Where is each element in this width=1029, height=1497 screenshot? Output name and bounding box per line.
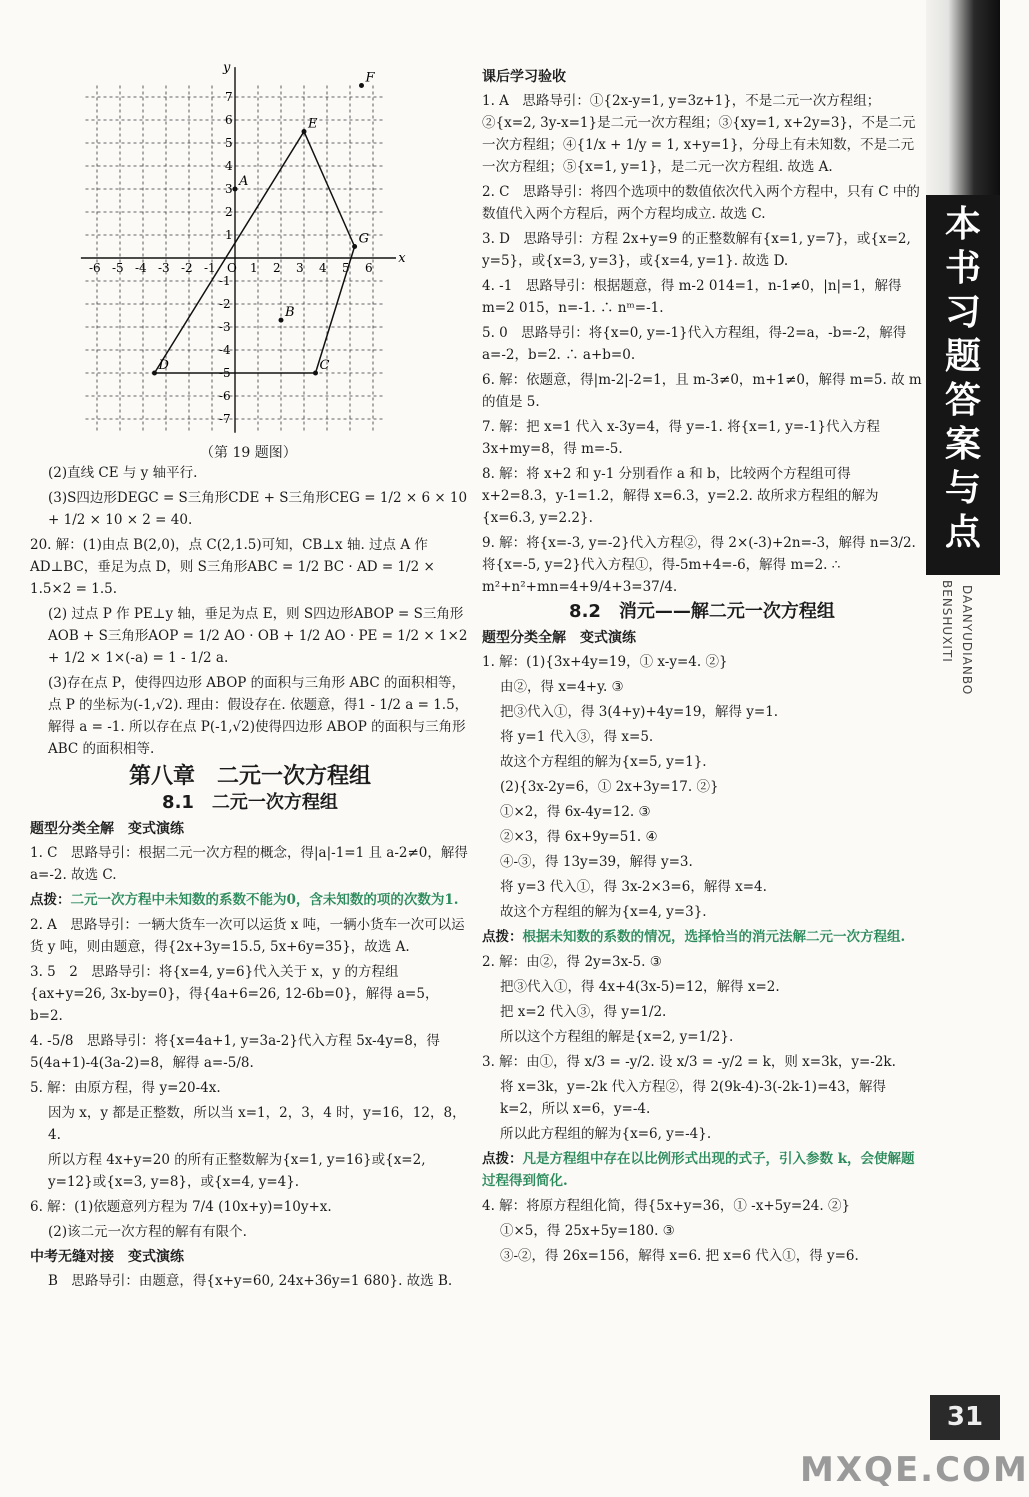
point-label-E: E <box>308 116 318 132</box>
r-answer-2: 2. C 思路导引：将四个选项中的数值依次代入两个方程中，只有 C 中的数值代入两个方程后，两个方程均成立. 故选 C. <box>482 184 920 222</box>
q19-part3: (3)S四边形DEGC = S三角形CDE + S三角形CEG = 1/2 × 6 × 10 + 1/2 × 10 × 2 = 40. <box>48 490 468 528</box>
x-tick-label: -5 <box>112 261 124 275</box>
side-tab-title <box>926 203 1000 555</box>
exam-answer: B 思路导引：由题意，得{x+y=60, 24x+36y=1 680}. 故选 B. <box>48 1273 453 1289</box>
point-D <box>152 371 157 376</box>
answer-4: 4. -5/8 思路导引：将{x=4a+1, y=3a-2}代入方程 5x-4y=8，得 5(4a+1)-4(3a-2)=8，解得 a=-5/8. <box>30 1033 440 1071</box>
answer-6-line2: (2)该二元一次方程的解有有限个. <box>48 1224 247 1240</box>
answer-6-line1: 6. 解：(1)依题意列方程为 7/4 (10x+y)=10y+x. <box>30 1199 332 1215</box>
b1-step-a: 由②，得 x=4+y. ③ <box>500 679 624 695</box>
y-tick-label: 2 <box>225 205 233 219</box>
point-A <box>233 187 238 192</box>
y-tick-label: 6 <box>225 113 233 127</box>
q20-part3: (3)存在点 P，使得四边形 ABOP 的面积与三角形 ABC 的面积相等，点 P 的坐标为(-1,√2). 理由：假设存在. 依题意，得1 - 1/2 a = 1.5，解得 a = -1. 所以存在点 P(-1,√2)使得四边形 ABOP 的面积与三角形 ABC 的面积相等. <box>48 675 469 757</box>
point-G <box>352 244 357 249</box>
y-tick-label: -6 <box>219 389 231 403</box>
b2-step-c: 把 x=2 代入③，得 y=1/2. <box>500 1004 667 1020</box>
x-tick-label: 1 <box>250 261 258 275</box>
q20-part2: (2) 过点 P 作 PE⊥y 轴，垂足为点 E，则 S四边形ABOP = S三角形AOB + S三角形AOP = 1/2 AO · OB + 1/2 AO · PE = 1/2 × 1×2 + 1/2 × 1×(-a) = 1 - 1/2 a. <box>48 606 468 666</box>
side-char: 本 <box>944 204 981 245</box>
x-tick-label: 2 <box>273 261 281 275</box>
point-label-A: A <box>239 174 249 189</box>
x-tick-label: 6 <box>365 261 373 275</box>
subheading-3: 题型分类全解 变式演练 <box>482 630 636 646</box>
tip-label-2: 点拨： <box>482 929 523 945</box>
b1-step-e: ①×2，得 6x-4y=12. ③ <box>500 804 651 820</box>
b1-step-g: ④-③，得 13y=39，解得 y=3. <box>500 854 693 870</box>
y-tick-label: 7 <box>225 90 233 104</box>
b1-step-b: 把③代入①，得 3(4+y)+4y=19，解得 y=1. <box>500 704 779 720</box>
b2-step-d: 所以这个方程组的解是{x=2, y=1/2}. <box>500 1029 734 1045</box>
coordinate-graph <box>85 58 415 438</box>
x-tick-label: 4 <box>319 261 327 275</box>
answer-5-line2: 因为 x，y 都是正整数，所以当 x=1，2，3，4 时，y=16，12，8，4. <box>48 1105 466 1143</box>
answer-2: 2. A 思路导引：一辆大货车一次可以运货 x 吨，一辆小货车一次可以运货 y 吨，则由题意，得{2x+3y=15.5, 5x+6y=35}，故选 A. <box>30 917 465 955</box>
x-tick-label: O <box>227 261 237 275</box>
point-label-D: D <box>158 358 169 373</box>
watermark: MXQE.COM <box>800 1450 1029 1490</box>
x-tick-label: -6 <box>89 261 101 275</box>
r-answer-6: 6. 解：依题意，得|m-2|-2=1，且 m-3≠0，m+1≠0，解得 m=5. 故 m 的值是 5. <box>482 372 922 410</box>
b1-part2-head: (2){3x-2y=6，① 2x+3y=17. ②} <box>500 779 719 795</box>
b1-step-c: 将 y=1 代入③，得 x=5. <box>500 729 654 745</box>
b1-step-d: 故这个方程组的解为{x=5, y=1}. <box>500 754 707 770</box>
point-C <box>313 371 318 376</box>
y-tick-label: -4 <box>219 343 231 357</box>
x-tick-label: -3 <box>158 261 170 275</box>
tip-text-3: 凡是方程组中存在以比例形式出现的式子，引入参数 k，会使解题过程得到简化. <box>482 1151 915 1189</box>
x-tick-label: -1 <box>204 261 216 275</box>
y-axis-label: y <box>223 60 231 76</box>
side-char: 题 <box>944 336 981 377</box>
b3-step-a: 3. 解：由①，得 x/3 = -y/2. 设 x/3 = -y/2 = k，则 x=3k，y=-2k. <box>482 1054 896 1070</box>
point-E <box>302 129 307 134</box>
figure-caption: （第 19 题图） <box>200 445 297 461</box>
b4-step-b: ①×5，得 25x+5y=180. ③ <box>500 1223 675 1239</box>
answer-5-line1: 5. 解：由原方程，得 y=20-4x. <box>30 1080 221 1096</box>
chapter-title: 第八章 二元一次方程组 <box>128 764 371 789</box>
answer-3: 3. 5 2 思路导引：将{x=4, y=6}代入关于 x，y 的方程组{ax+y=26, 3x-by=0}，得{4a+6=26, 12-6b=0}，解得 a=5，b=2. <box>30 964 439 1024</box>
r-answer-1: 1. A 思路导引：①{2x-y=1, y=3z+1}，不是二元一次方程组；②{x=2, 3y-x=1}是二元一次方程组；③{xy=1, x+2y=3}，不是二元一次方程组；④{1/x + 1/y = 1, x+y=1}，分母上有未知数，不是二元一次方程组；⑤{x=1, y=1}，是二元一次方程组. 故选 A. <box>482 93 916 175</box>
b1-step-i: 故这个方程组的解为{x=4, y=3}. <box>500 904 707 920</box>
point-F <box>359 83 364 88</box>
b3-step-c: 所以此方程组的解为{x=6, y=-4}. <box>500 1126 712 1142</box>
y-tick-label: 1 <box>225 228 233 242</box>
section-title-2: 8.2 消元——解二元一次方程组 <box>569 601 835 622</box>
r-answer-8: 8. 解：将 x+2 和 y-1 分别看作 a 和 b，比较两个方程组可得 x+2=8.3，y-1=1.2，解得 x=6.3，y=2.2. 故所求方程组的解为{x=6.3, y=2.2}. <box>482 466 879 526</box>
point-label-B: B <box>285 305 295 321</box>
b1-head: 1. 解：(1){3x+4y=19，① x-y=4. ②} <box>482 654 728 670</box>
x-axis-label: x <box>398 251 406 266</box>
side-char: 案 <box>944 424 981 465</box>
x-tick-label: -4 <box>135 261 147 275</box>
x-tick-label: 5 <box>342 261 350 275</box>
y-tick-label: -7 <box>219 412 231 426</box>
y-tick-label: 5 <box>225 136 233 150</box>
page-number: 31 <box>930 1395 1000 1440</box>
b4-step-c: ③-②，得 26x=156，解得 x=6. 把 x=6 代入①，得 y=6. <box>500 1248 859 1264</box>
b2-step-a: 2. 解：由②，得 2y=3x-5. ③ <box>482 954 662 970</box>
side-char: 书 <box>944 248 981 289</box>
side-tab-gradient <box>926 0 1000 195</box>
b1-step-f: ②×3，得 6x+9y=51. ④ <box>500 829 658 845</box>
subheading: 题型分类全解 变式演练 <box>30 821 184 837</box>
x-tick-label: -2 <box>181 261 193 275</box>
tip-text-2: 根据未知数的系数的情况，选择恰当的消元法解二元一次方程组. <box>522 929 906 945</box>
tip-text: 二元一次方程中未知数的系数不能为0，含未知数的项的次数为1. <box>70 892 459 908</box>
y-tick-label: 3 <box>225 182 233 196</box>
point-label-F: F <box>365 70 375 86</box>
r-answer-7: 7. 解：把 x=1 代入 x-3y=4，得 y=-1. 将{x=1, y=-1}代入方程 3x+my=8，得 m=-5. <box>482 419 880 457</box>
side-pinyin-1: BENSHUXITI <box>940 580 954 663</box>
x-tick-label: 3 <box>296 261 304 275</box>
right-column <box>482 64 922 1270</box>
r-answer-5: 5. 0 思路导引：将{x=0, y=-1}代入方程组，得-2=a，-b=-2，解得 a=-2，b=2. ∴ a+b=0. <box>482 325 907 363</box>
r-answer-3: 3. D 思路导引：方程 2x+y=9 的正整数解有{x=1, y=7}，或{x=2, y=5}，或{x=3, y=3}，或{x=4, y=1}. 故选 D. <box>482 231 911 269</box>
side-char: 习 <box>944 292 981 333</box>
b4-step-a: 4. 解：将原方程组化简，得{5x+y=36，① -x+5y=24. ②} <box>482 1198 851 1214</box>
right-heading: 课后学习验收 <box>482 69 566 85</box>
y-tick-label: -2 <box>219 297 231 311</box>
side-char: 与 <box>944 468 981 509</box>
side-char: 答 <box>944 380 981 421</box>
y-tick-label: -1 <box>219 274 231 288</box>
subheading-2: 中考无缝对接 变式演练 <box>30 1249 184 1265</box>
q20-part1: 20. 解：(1)由点 B(2,0)，点 C(2,1.5)可知，CB⊥x 轴. 过点 A 作 AD⊥BC，垂足为点 D，则 S三角形ABC = 1/2 BC · AD = 1/2 × 1.5×2 = 1.5. <box>30 537 435 597</box>
tip-label-3: 点拨： <box>482 1151 523 1167</box>
section-title: 8.1 二元一次方程组 <box>162 792 338 813</box>
r-answer-9: 9. 解：将{x=-3, y=-2}代入方程②，得 2×(-3)+2n=-3，解得 n=3/2. 将{x=-5, y=2}代入方程①，得-5m+4=-6，解得 m=2. ∴ m²+n²+mn=4+9/4+3=37/4. <box>482 535 916 595</box>
quadrilateral-DEGC <box>155 132 355 374</box>
b2-step-b: 把③代入①，得 4x+4(3x-5)=12，解得 x=2. <box>500 979 780 995</box>
y-tick-label: -3 <box>219 320 231 334</box>
point-label-G: G <box>358 231 369 247</box>
q19-part2: (2)直线 CE 与 y 轴平行. <box>48 465 198 481</box>
b1-step-h: 将 y=3 代入①，得 3x-2×3=6，解得 x=4. <box>500 879 767 895</box>
r-answer-4: 4. -1 思路导引：根据题意，得 m-2 014=1，n-1≠0，|n|=1，解得 m=2 015，n=-1. ∴ nᵐ=-1. <box>482 278 902 316</box>
point-B <box>279 318 284 323</box>
side-tab <box>926 195 1000 575</box>
tip-label: 点拨： <box>30 892 71 908</box>
y-tick-label: -5 <box>219 366 231 380</box>
point-label-C: C <box>319 358 330 373</box>
b3-step-b: 将 x=3k，y=-2k 代入方程②，得 2(9k-4)-3(-2k-1)=43，解得 k=2，所以 x=6，y=-4. <box>500 1079 887 1117</box>
left-column <box>30 462 470 1295</box>
side-pinyin-2: DAANYUDIANBO <box>960 585 974 696</box>
answer-5-line3: 所以方程 4x+y=20 的所有正整数解为{x=1, y=16}或{x=2, y=12}或{x=3, y=8}，或{x=4, y=4}. <box>48 1152 426 1190</box>
y-tick-label: 4 <box>225 159 233 173</box>
answer-1: 1. C 思路导引：根据二元一次方程的概念，得|a|-1=1 且 a-2≠0，解得 a=-2. 故选 C. <box>30 845 468 883</box>
side-char: 点 <box>944 512 981 553</box>
